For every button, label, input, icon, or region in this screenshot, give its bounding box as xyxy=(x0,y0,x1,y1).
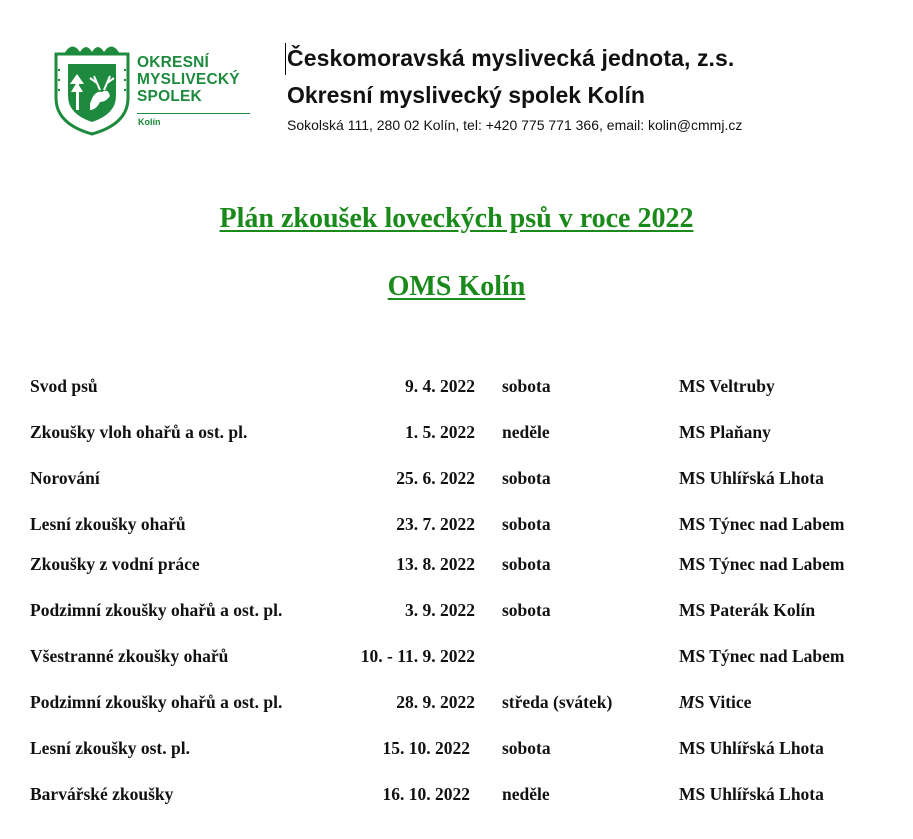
event-place: MS Paterák Kolín xyxy=(679,600,816,620)
event-name: Barvářské zkoušky xyxy=(30,784,174,804)
event-name: Zkoušky vloh ohařů a ost. pl. xyxy=(30,422,248,442)
event-date: 3. 9. 2022 xyxy=(405,600,475,620)
schedule-row xyxy=(0,738,913,762)
event-place: MS Veltruby xyxy=(679,376,775,396)
event-day: sobota xyxy=(502,514,551,534)
event-date: 28. 9. 2022 xyxy=(396,692,475,712)
event-name: Všestranné zkoušky ohařů xyxy=(30,646,229,666)
event-name: Podzimní zkoušky ohařů a ost. pl. xyxy=(30,692,283,712)
event-day: sobota xyxy=(502,600,551,620)
event-name: Lesní zkoušky ost. pl. xyxy=(30,738,190,758)
event-name: Podzimní zkoušky ohařů a ost. pl. xyxy=(30,600,283,620)
event-date: 25. 6. 2022 xyxy=(396,468,475,488)
event-name: Norování xyxy=(30,468,100,488)
event-date: 23. 7. 2022 xyxy=(396,514,475,534)
schedule-row xyxy=(0,692,913,716)
organization-subname: Okresní myslivecký spolek Kolín xyxy=(287,82,645,108)
event-place: MS Uhlířská Lhota xyxy=(679,738,824,758)
logo-line-3: SPOLEK xyxy=(137,88,202,105)
event-place xyxy=(679,692,751,713)
event-place: MS Plaňany xyxy=(679,422,771,442)
schedule-row xyxy=(0,514,913,538)
schedule-row xyxy=(0,422,913,446)
event-place: MS Uhlířská Lhota xyxy=(679,468,824,488)
event-day: sobota xyxy=(502,554,551,574)
document-subtitle: OMS Kolín xyxy=(387,271,526,302)
logo-line-2: MYSLIVECKÝ xyxy=(137,71,240,88)
organization-name: Českomoravská myslivecká jednota, z.s. xyxy=(287,45,735,71)
event-day: sobota xyxy=(502,468,551,488)
event-date: 1. 5. 2022 xyxy=(405,422,475,442)
schedule-row xyxy=(0,646,913,670)
event-place-prefix: M xyxy=(679,692,695,712)
event-day: neděle xyxy=(502,784,550,804)
event-day: neděle xyxy=(502,422,550,442)
event-place-rest: S Vitice xyxy=(694,692,752,712)
schedule-row xyxy=(0,784,913,808)
event-place: MS Týnec nad Labem xyxy=(679,514,845,534)
event-date: 15. 10. 2022 xyxy=(382,738,470,758)
event-date: 13. 8. 2022 xyxy=(396,554,475,574)
schedule-row xyxy=(0,468,913,492)
logo-town: Kolín xyxy=(138,117,161,127)
event-place: MS Uhlířská Lhota xyxy=(679,784,824,804)
schedule-row xyxy=(0,600,913,624)
logo-line-1: OKRESNÍ xyxy=(137,54,210,71)
organization-address: Sokolská 111, 280 02 Kolín, tel: +420 775 771 366, email: kolin@cmmj.cz xyxy=(287,117,743,133)
event-day: sobota xyxy=(502,738,551,758)
document-title: Plán zkoušek loveckých psů v roce 2022 xyxy=(219,203,694,234)
event-day: středa (svátek) xyxy=(502,692,613,712)
event-name: Svod psů xyxy=(30,376,98,396)
event-place: MS Týnec nad Labem xyxy=(679,554,845,574)
event-date: 9. 4. 2022 xyxy=(405,376,475,396)
event-date: 10. - 11. 9. 2022 xyxy=(360,646,475,666)
event-date: 16. 10. 2022 xyxy=(382,784,470,804)
schedule-row xyxy=(0,554,913,578)
event-name: Lesní zkoušky ohařů xyxy=(30,514,186,534)
event-name: Zkoušky z vodní práce xyxy=(30,554,200,574)
event-place: MS Týnec nad Labem xyxy=(679,646,845,666)
event-day: sobota xyxy=(502,376,551,396)
schedule-row xyxy=(0,376,913,400)
